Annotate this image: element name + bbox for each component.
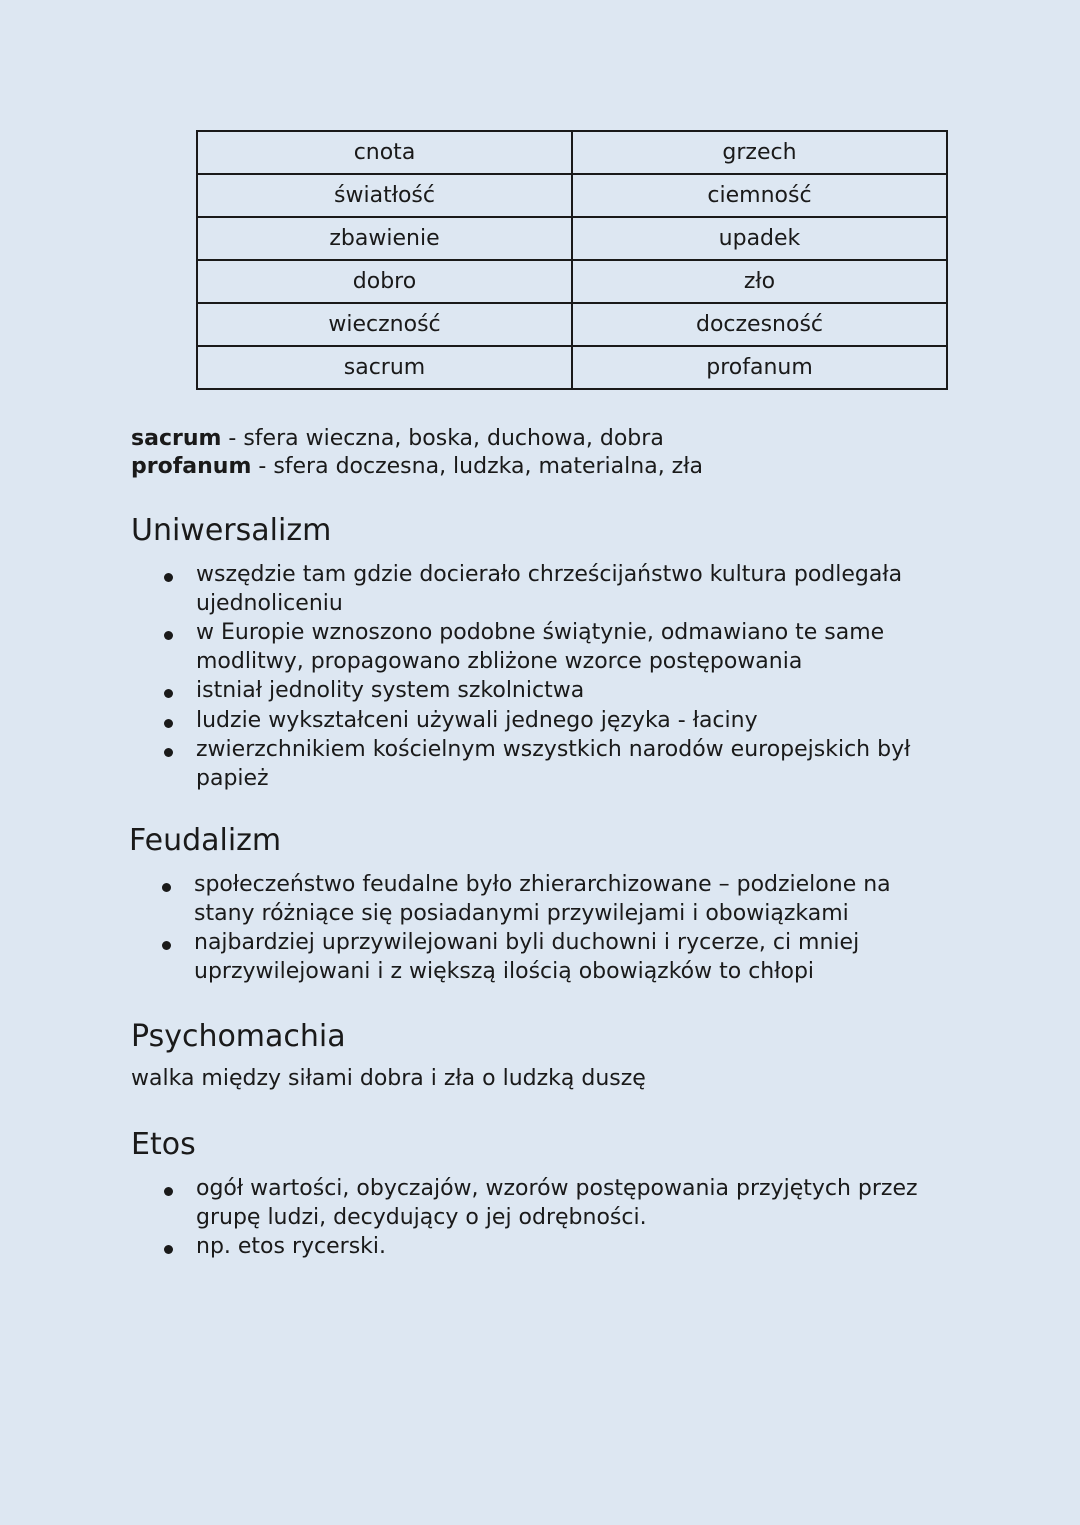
list-item [196, 1233, 951, 1262]
table-cell: grzech [572, 131, 947, 174]
bullet-icon [164, 689, 173, 698]
table-cell: dobro [197, 260, 572, 303]
section-etos [131, 1125, 951, 1263]
list-item [194, 871, 949, 928]
list-item-text: ludzie wykształceni używali jednego języka - łaciny [196, 707, 758, 733]
list-item [196, 1175, 951, 1232]
bullet-icon [162, 883, 171, 892]
section-text: walka między siłami dobra i zła o ludzką duszę [131, 1066, 646, 1091]
table-cell: zbawienie [197, 217, 572, 260]
table-cell: doczesność [572, 303, 947, 346]
definition-profanum [131, 453, 703, 481]
section-heading: Psychomachia [131, 1019, 346, 1054]
definition-text: - sfera doczesna, ludzka, materialna, zła [251, 454, 703, 479]
table-row [197, 131, 947, 174]
section-heading: Etos [131, 1127, 196, 1162]
list-item-text: w Europie wznoszono podobne świątynie, odmawiano te same modlitwy, propagowano zbliżone wzorce postępowania [196, 620, 885, 674]
list-item-text: społeczeństwo feudalne było zhierarchizowane – podzielone na stany różniące się posiadanymi przywilejami i obowiązkami [194, 872, 891, 926]
table-row [197, 174, 947, 217]
bullet-list [131, 561, 951, 793]
table-row [197, 217, 947, 260]
opposites-table [196, 130, 948, 390]
table-cell: profanum [572, 346, 947, 389]
definitions [131, 425, 703, 481]
list-item [196, 561, 951, 618]
definition-term: sacrum [131, 426, 222, 451]
section-uniwersalizm [131, 511, 951, 794]
section-psychomachia [131, 1017, 951, 1093]
bullet-icon [164, 573, 173, 582]
table-cell: zło [572, 260, 947, 303]
table-row [197, 303, 947, 346]
list-item [196, 677, 951, 706]
list-item-text: ogół wartości, obyczajów, wzorów postępowania przyjętych przez grupę ludzi, decydujący o jej odrębności. [196, 1176, 918, 1230]
table-row [197, 260, 947, 303]
bullet-icon [164, 1187, 173, 1196]
list-item-text: zwierzchnikiem kościelnym wszystkich narodów europejskich był papież [196, 737, 911, 791]
bullet-icon [162, 941, 171, 950]
list-item-text: wszędzie tam gdzie docierało chrześcijaństwo kultura podlegała ujednoliceniu [196, 562, 903, 616]
section-heading: Uniwersalizm [131, 513, 332, 548]
list-item-text: najbardziej uprzywilejowani byli duchowni i rycerze, ci mniej uprzywilejowani i z większą ilością obowiązków to chłopi [194, 930, 860, 984]
bullet-icon [164, 748, 173, 757]
definition-term: profanum [131, 454, 252, 479]
list-item [194, 929, 949, 986]
table-cell: cnota [197, 131, 572, 174]
list-item-text: np. etos rycerski. [196, 1234, 387, 1259]
bullet-list [129, 871, 949, 986]
bullet-icon [164, 719, 173, 728]
table-row [197, 346, 947, 389]
section-heading: Feudalizm [129, 823, 282, 858]
list-item [196, 619, 951, 676]
definition-text: - sfera wieczna, boska, duchowa, dobra [221, 426, 664, 451]
bullet-list [131, 1175, 951, 1262]
list-item-text: istniał jednolity system szkolnictwa [196, 678, 585, 703]
section-feudalizm [129, 821, 949, 987]
list-item [196, 707, 951, 736]
table-cell: upadek [572, 217, 947, 260]
table-cell: wieczność [197, 303, 572, 346]
bullet-icon [164, 1245, 173, 1254]
table-cell: ciemność [572, 174, 947, 217]
list-item [196, 736, 951, 793]
bullet-icon [164, 631, 173, 640]
table-cell: światłość [197, 174, 572, 217]
definition-sacrum [131, 425, 703, 453]
table-cell: sacrum [197, 346, 572, 389]
